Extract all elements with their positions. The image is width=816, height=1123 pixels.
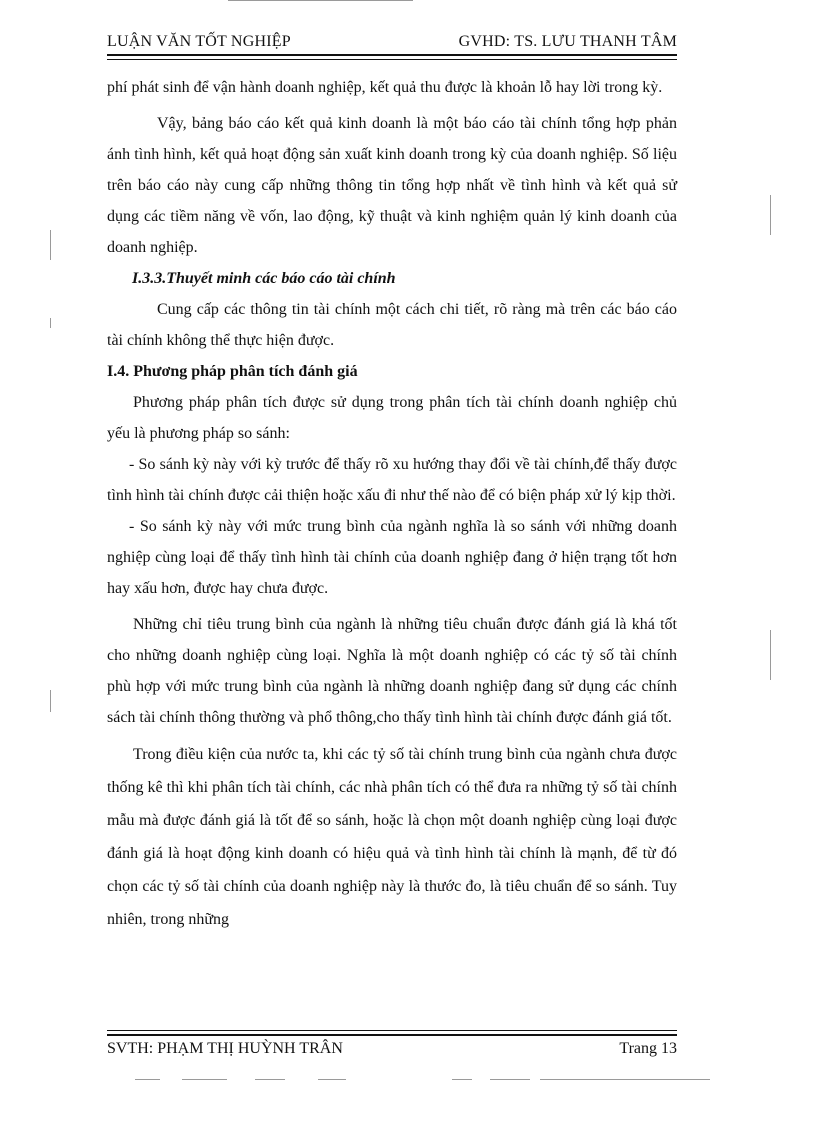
paragraph: Những chỉ tiêu trung bình của ngành là những tiêu chuẩn được đánh giá là khá tốt cho những doanh nghiệp cùng loại. Nghĩa là một doanh nghiệp có các tỷ số tài chính phù hợp với mức trung bình của ngành là những doanh nghiệp đang sử dụng các chính sách tài chính thông thường và phổ thông,cho thấy tình hình tài chính được đánh giá tốt.	[107, 616, 677, 726]
header-advisor: GVHD: TS. LƯU THANH TÂM	[458, 33, 677, 50]
header-rule-thin	[107, 59, 677, 60]
paragraph: Vậy, bảng báo cáo kết quả kinh doanh là một báo cáo tài chính tổng hợp phản ánh tình hình, kết quả hoạt động sản xuất kinh doanh trong kỳ của doanh nghiệp. Số liệu trên báo cáo này cung cấp những thông tin tổng hợp nhất về tình hình và kết quả sử dụng các tiềm năng về vốn, lao động, kỹ thuật và kinh nghiệm quản lý kinh doanh của doanh nghiệp.	[107, 115, 677, 256]
document-body	[107, 72, 677, 936]
paragraph: Cung cấp các thông tin tài chính một cách chi tiết, rõ ràng mà trên các báo cáo tài chính không thể thực hiện được.	[107, 301, 677, 349]
scan-mark	[182, 1079, 227, 1080]
paragraph: phí phát sinh để vận hành doanh nghiệp, kết quả thu được là khoản lỗ hay lời trong kỳ.	[107, 79, 663, 96]
scan-mark	[135, 1079, 160, 1080]
scan-mark	[770, 630, 771, 680]
footer-rule-thin	[107, 1030, 677, 1031]
header-title: LUẬN VĂN TỐT NGHIỆP	[107, 33, 291, 50]
list-item: - So sánh kỳ này với mức trung bình của ngành nghĩa là so sánh với những doanh nghiệp cùng loại để thấy tình hình tài chính của doanh nghiệp đang ở hiện trạng tốt hơn hay xấu hơn, được hay chưa được.	[107, 518, 677, 597]
list-item: - So sánh kỳ này với kỳ trước để thấy rõ xu hướng thay đổi về tài chính,để thấy được tình hình tài chính được cải thiện hoặc xấu đi như thế nào để có biện pháp xử lý kịp thời.	[107, 456, 677, 504]
footer-rule-thick	[107, 1034, 677, 1036]
scan-mark	[50, 230, 51, 260]
scan-mark	[490, 1079, 530, 1080]
footer-author: SVTH: PHẠM THỊ HUỲNH TRÂN	[107, 1040, 343, 1057]
scan-mark	[50, 690, 51, 712]
header-rule-thick	[107, 54, 677, 56]
scan-mark	[255, 1079, 285, 1080]
scan-mark	[770, 195, 771, 235]
page-number: Trang 13	[619, 1040, 677, 1057]
scan-mark	[540, 1079, 710, 1080]
scan-mark	[318, 1079, 346, 1080]
paragraph: Trong điều kiện của nước ta, khi các tỷ số tài chính trung bình của ngành chưa được thống kê thì khi phân tích tài chính, các nhà phân tích có thể đưa ra những tỷ số tài chính mẫu mà được đánh giá là tốt để so sánh, hoặc là chọn một doanh nghiệp cùng loại được đánh giá là hoạt động kinh doanh có hiệu quả và tình hình tài chính là mạnh, để từ đó chọn các tỷ số tài chính của doanh nghiệp này là thước đo, là tiêu chuẩn để so sánh. Tuy nhiên, trong những	[107, 746, 677, 928]
section-subheading: I.3.3.Thuyết minh các báo cáo tài chính	[132, 270, 396, 287]
scan-mark	[452, 1079, 472, 1080]
scan-mark	[50, 318, 51, 328]
page-header	[107, 25, 677, 55]
paragraph: Phương pháp phân tích được sử dụng trong phân tích tài chính doanh nghiệp chủ yếu là phương pháp so sánh:	[107, 394, 677, 442]
scan-mark	[228, 0, 413, 1]
section-heading: I.4. Phương pháp phân tích đánh giá	[107, 363, 358, 380]
